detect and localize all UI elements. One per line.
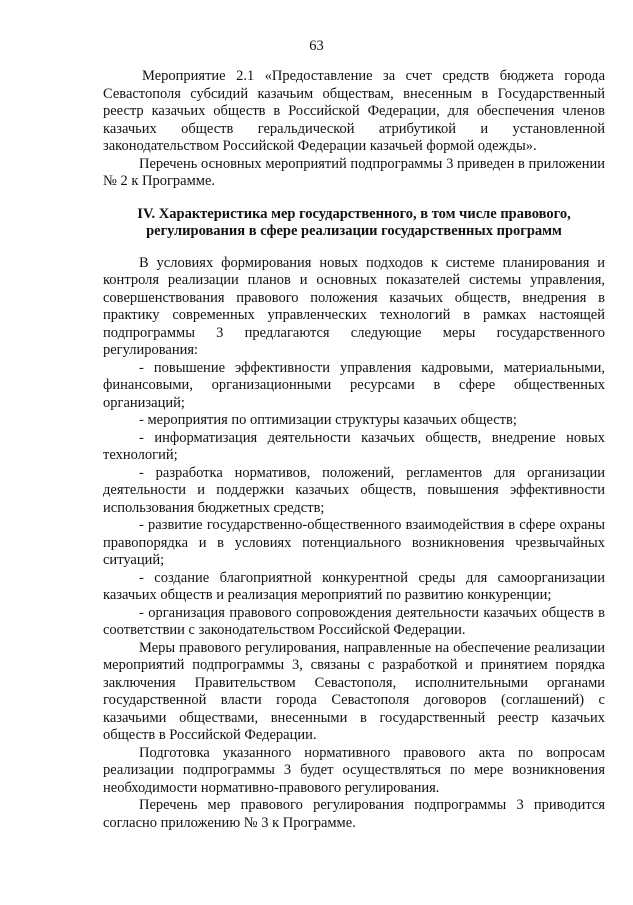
list-item: - повышение эффективности управления кадровыми, материальными, финансовыми, организационными ресурсами в сфере общественных организаций; <box>103 359 605 411</box>
list-item: - информатизация деятельности казачьих обществ, внедрение новых технологий; <box>103 429 605 463</box>
list-item: - развитие государственно-общественного взаимодействия в сфере охраны правопорядка и в условиях потенциального возникновения чрезвычайных ситуаций; <box>103 517 605 568</box>
page-body <box>103 68 605 832</box>
section-heading-line-1: IV. Характеристика мер государственного, в том числе правового, <box>137 205 571 222</box>
list-item: - создание благоприятной конкурентной среды для самоорганизации казачьих обществ и реализация мероприятий по развитию конкуренции; <box>103 569 605 603</box>
list-item: - мероприятия по оптимизации структуры казачьих обществ; <box>139 412 517 428</box>
paragraph-measure-2-1: Мероприятие 2.1 «Предоставление за счет средств бюджета города Севастополя субсидий казачьим обществам, внесенным в Государственный реестр казачьих обществ в Российской Федерации, для обеспечения членов казачьих обществ геральдической атрибутикой и установленной законодательством Российской Федерации казачьей формой одежды». <box>103 68 605 154</box>
paragraph-regulation-list-reference: Перечень мер правового регулирования подпрограммы 3 приводится согласно приложению № 3 к Программе. <box>103 797 605 831</box>
paragraph-act-preparation: Подготовка указанного нормативного правового акта по вопросам реализации подпрограммы 3 будет осуществляться по мере возникновения необходимости нормативно-правового регулирования. <box>103 744 605 796</box>
paragraph-legal-regulation: Меры правового регулирования, направленные на обеспечение реализации мероприятий подпрограммы 3, связаны с разработкой и принятием порядка заключения Правительством Севастополя, исполнительными органами государственной власти города Севастополя договоров (соглашений) с казачьими обществами, внесенными в государственный реестр казачьих обществ в Российской Федерации. <box>103 639 605 743</box>
page-number: 63 <box>309 38 324 54</box>
list-item: - организация правового сопровождения деятельности казачьих обществ в соответствии с законодательством Российской Федерации. <box>103 604 605 638</box>
list-item: - разработка нормативов, положений, регламентов для организации деятельности и поддержки казачьих обществ, повышения эффективности использования бюджетных средств; <box>103 464 605 516</box>
paragraph-main-measures-reference: Перечень основных мероприятий подпрограммы 3 приведен в приложении № 2 к Программе. <box>103 155 605 189</box>
paragraph-lead: В условиях формирования новых подходов к системе планирования и контроля реализации планов и основных показателей системы управления, совершенствования правового положения казачьих обществ, внедрения в практику современных управленческих технологий в рамках настоящей подпрограммы 3 предлагаются следующие меры государственного регулирования: <box>103 254 605 358</box>
section-heading-line-2: регулирования в сфере реализации государственных программ <box>146 223 562 239</box>
section-heading <box>103 206 605 241</box>
